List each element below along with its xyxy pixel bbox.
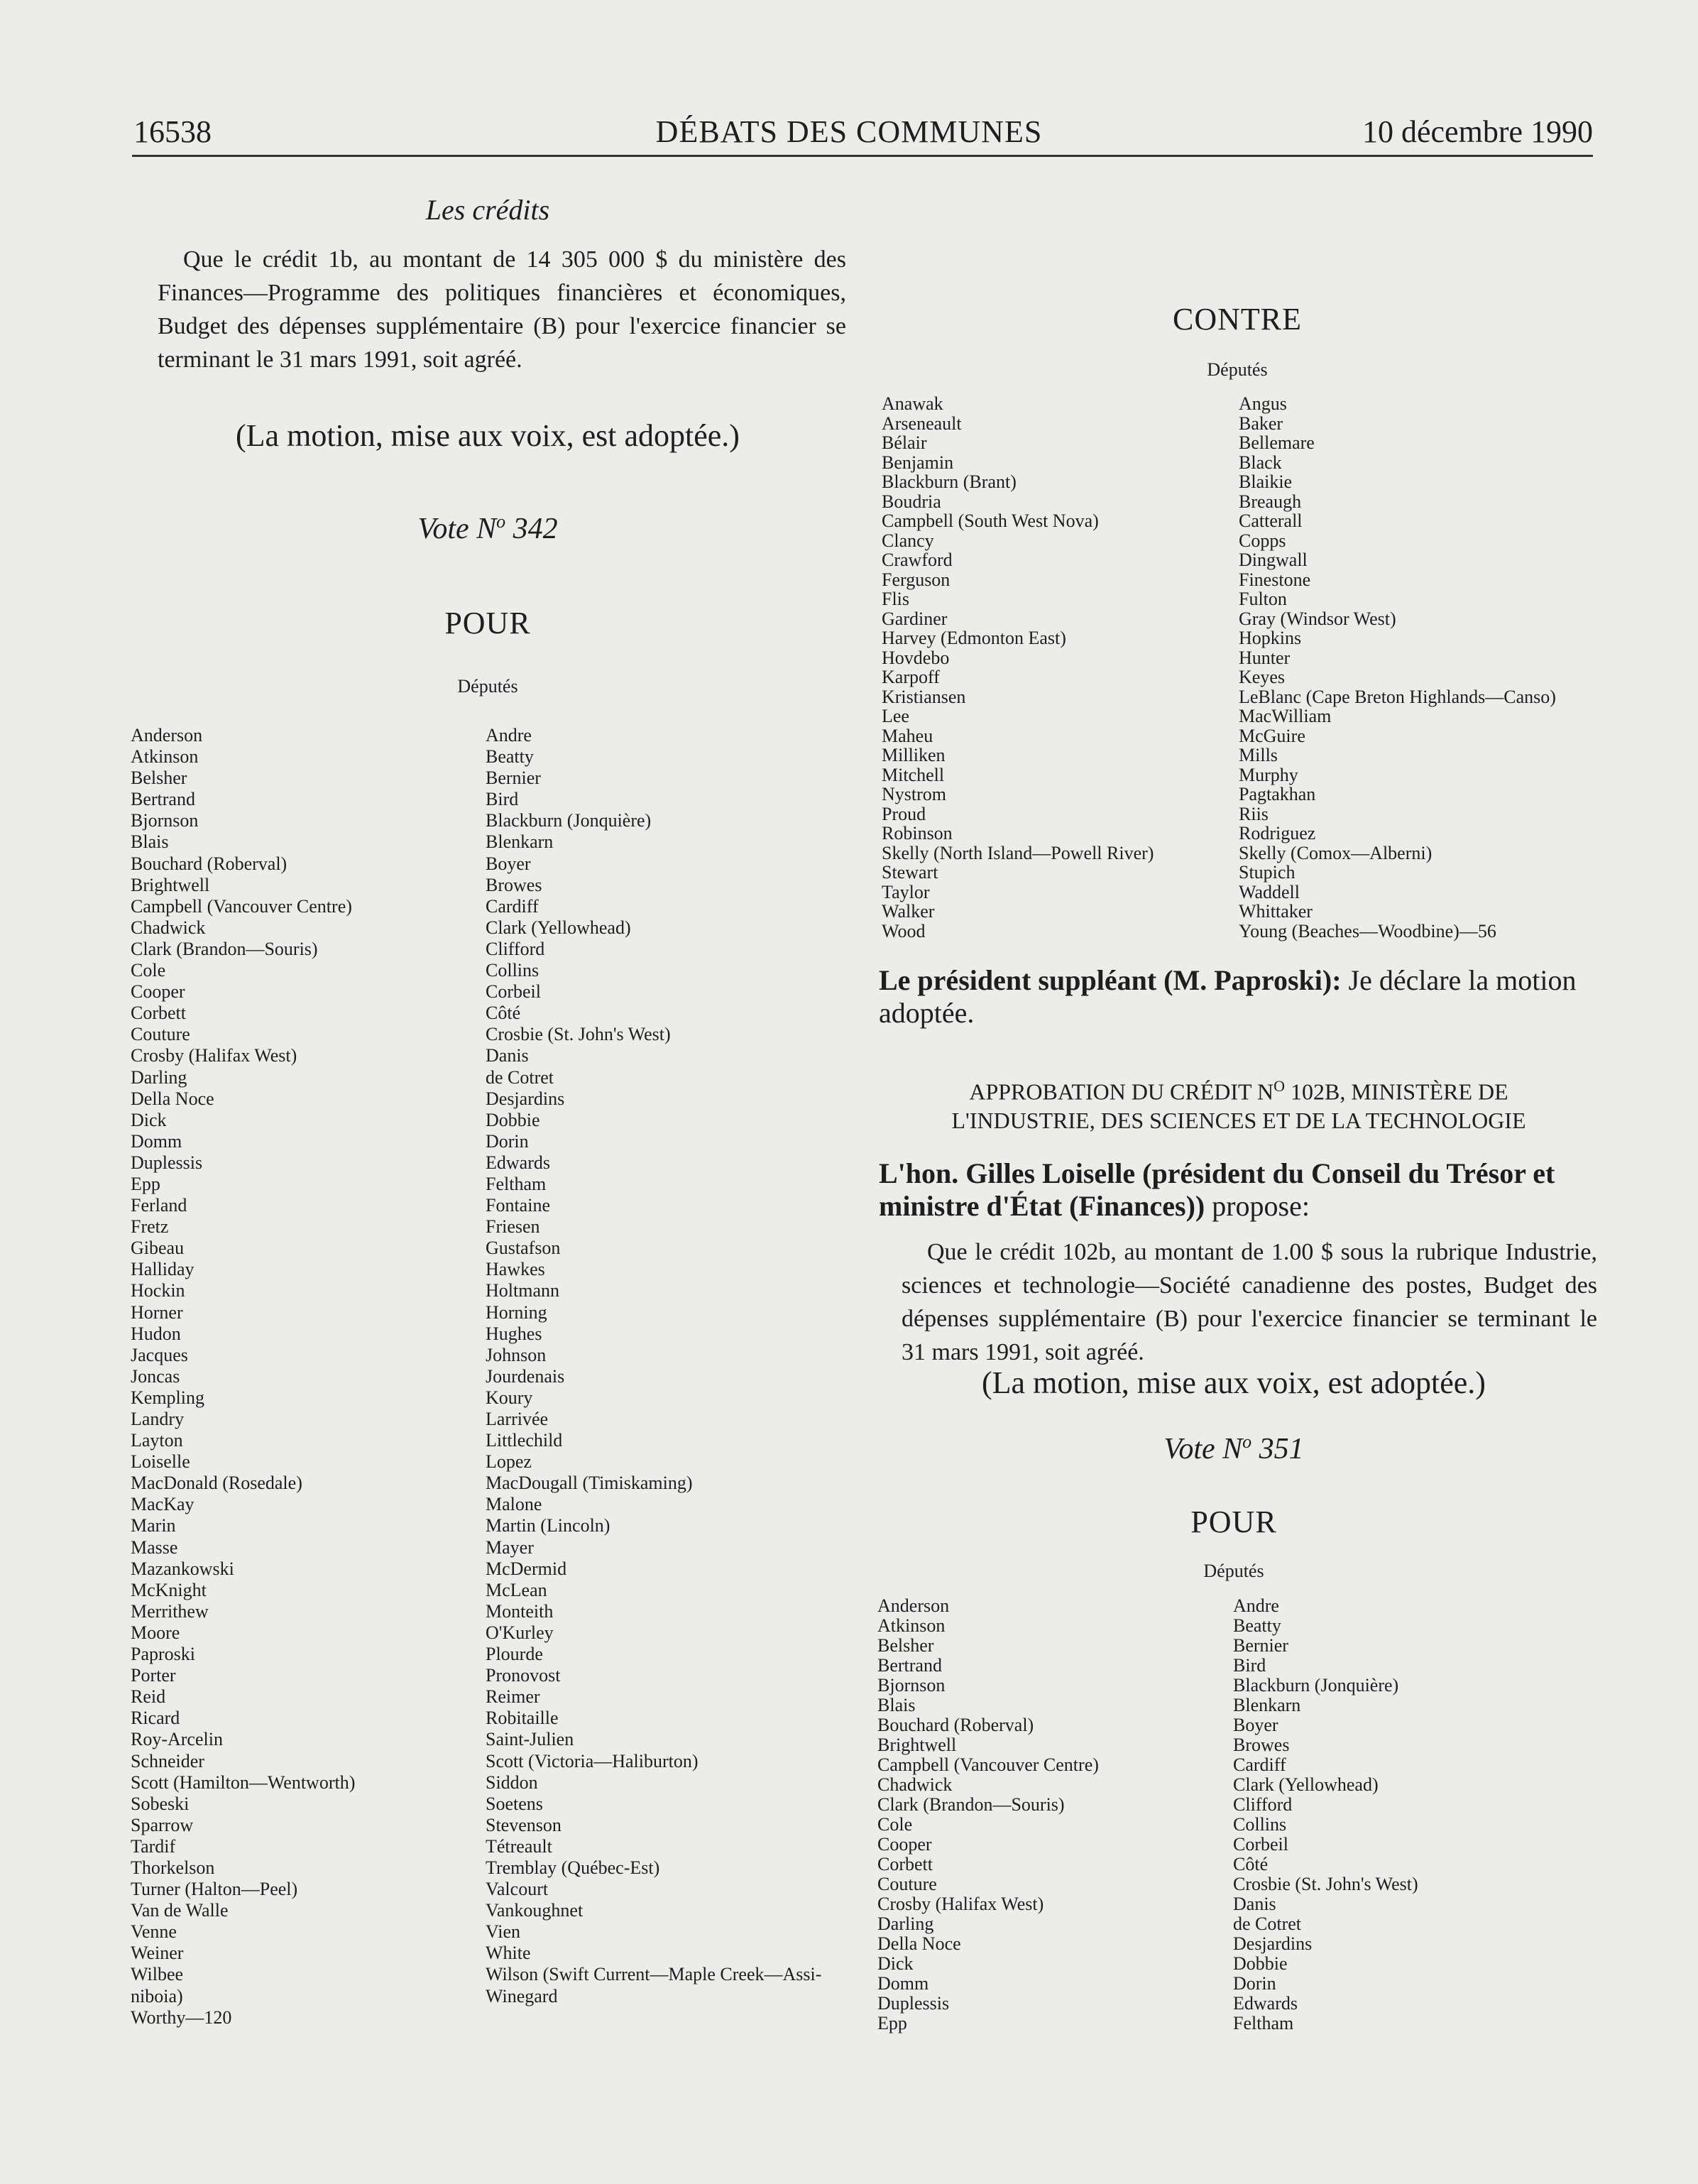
deputy-name: Vien: [486, 1921, 520, 1943]
deputy-name: Fulton: [1239, 589, 1287, 609]
deputy-name: Loiselle: [131, 1451, 190, 1473]
deputy-name: Hudon: [131, 1323, 181, 1344]
deputy-name: Ferland: [131, 1195, 187, 1216]
deputy-name: Edwards: [486, 1152, 550, 1173]
approbation-heading: [879, 1072, 1599, 1135]
deputy-name: White: [486, 1943, 531, 1964]
contre-heading: CONTRE: [1173, 302, 1302, 337]
deputy-name: Atkinson: [131, 746, 199, 768]
section-title: Les crédits: [425, 194, 550, 226]
deputy-name: Larrivée: [486, 1409, 549, 1429]
deputy-name: Collins: [486, 960, 539, 981]
deputy-name: Waddell: [1239, 881, 1300, 902]
deputy-name: Andre: [1233, 1595, 1279, 1616]
deputy-name: Reimer: [486, 1686, 540, 1708]
deputy-name: Andre: [486, 725, 532, 746]
deputes-label-1: Députés: [457, 676, 518, 697]
deputy-name: Sobeski: [131, 1793, 190, 1814]
approbation-line-2: L'INDUSTRIE, DES SCIENCES ET DE LA TECHNOLOGIE: [951, 1107, 1526, 1133]
deputy-name: Masse: [131, 1536, 178, 1558]
deputy-name: Stewart: [882, 862, 938, 883]
deputy-name: Epp: [131, 1173, 160, 1194]
pour-list-1-col1: [131, 725, 355, 2029]
deputy-name: Crawford: [882, 550, 953, 570]
deputy-name: Clark (Brandon—Souris): [877, 1794, 1065, 1815]
deputy-name: Domm: [131, 1130, 182, 1152]
vote-number-1: Vote $N^o$ 342: [417, 511, 558, 545]
deputy-name: Bernier: [1233, 1635, 1288, 1656]
deputy-name: Cole: [131, 960, 166, 981]
deputy-name: Kristiansen: [882, 686, 966, 707]
deputy-name: Whittaker: [1239, 901, 1313, 922]
page-number: 16538: [133, 114, 212, 149]
deputy-name: Belsher: [877, 1635, 934, 1656]
deputy-name: Wilbee: [131, 1964, 184, 1985]
deputy-name: Bélair: [882, 432, 927, 453]
deputy-name: Reid: [131, 1686, 166, 1708]
deputy-name: Blais: [877, 1695, 916, 1715]
deputy-name: Dick: [877, 1953, 914, 1974]
page-title: DÉBATS DES COMMUNES: [655, 114, 1043, 149]
deputy-name: Dobbie: [486, 1109, 540, 1130]
deputy-name: Young (Beaches—Woodbine)—56: [1239, 920, 1496, 941]
deputy-name: Duplessis: [877, 1993, 950, 2014]
deputy-name: Campbell (Vancouver Centre): [877, 1754, 1099, 1775]
deputy-name: Wilson (Swift Current—Maple Creek—Assi-: [486, 1964, 822, 1985]
deputy-name: Soetens: [486, 1793, 543, 1814]
deputy-name: Cooper: [131, 981, 185, 1003]
deputy-name: Halliday: [131, 1259, 195, 1280]
deputy-name: Paproski: [131, 1644, 195, 1665]
header-rule: [132, 155, 1593, 157]
deputy-name: Milliken: [882, 745, 946, 765]
deputy-name: Browes: [1233, 1735, 1290, 1755]
contre-list-col1: [882, 394, 1154, 941]
deputy-name: Sparrow: [131, 1814, 194, 1835]
deputy-name: Domm: [877, 1973, 929, 1994]
deputy-name: Desjardins: [1233, 1933, 1313, 1954]
deputy-name: Mayer: [486, 1536, 534, 1558]
deputy-name: Blais: [131, 831, 169, 853]
president-statement: Le président suppléant (M. Paproski): Je déclare la motion adoptée.: [879, 964, 1577, 1029]
deputy-name: Hopkins: [1239, 628, 1302, 648]
motion-result-2: (La motion, mise aux voix, est adoptée.): [982, 1365, 1486, 1400]
deputy-name: Couture: [131, 1024, 190, 1045]
deputy-name: Worthy—120: [131, 2006, 232, 2028]
pour-list-2-col1: [877, 1596, 1099, 2033]
deputy-name: Rodriguez: [1239, 823, 1316, 843]
deputy-name: Edwards: [1233, 1993, 1298, 2014]
deputy-name: Mazankowski: [131, 1558, 234, 1579]
deputy-name: Dick: [131, 1109, 167, 1130]
deputy-name: Epp: [877, 2013, 907, 2033]
deputy-name: Clark (Yellowhead): [486, 917, 631, 938]
deputy-name: Corbeil: [486, 981, 541, 1003]
deputy-name: Mills: [1239, 745, 1278, 765]
deputy-name: Corbett: [131, 1003, 186, 1024]
deputy-name: Scott (Hamilton—Wentworth): [131, 1771, 356, 1793]
deputy-name: Darling: [131, 1066, 187, 1088]
deputy-name: Lee: [882, 706, 909, 726]
deputy-name: Corbeil: [1233, 1834, 1288, 1855]
deputy-name: Venne: [131, 1921, 177, 1943]
deputy-name: Bellemare: [1239, 432, 1315, 453]
deputy-name: Horning: [486, 1301, 547, 1323]
deputy-name: Weiner: [131, 1943, 184, 1964]
deputy-name: McDermid: [486, 1558, 567, 1579]
deputy-name: Cooper: [877, 1834, 932, 1855]
deputy-name: Corbett: [877, 1854, 933, 1874]
deputy-name: Anderson: [131, 725, 203, 746]
deputy-name: MacDonald (Rosedale): [131, 1473, 302, 1494]
deputy-name: Malone: [486, 1494, 542, 1515]
deputy-name: Roy-Arcelin: [131, 1729, 223, 1750]
deputy-name: Hawkes: [486, 1259, 545, 1280]
deputy-name: Cardiff: [1233, 1754, 1286, 1775]
deputy-name: Kempling: [131, 1387, 204, 1408]
deputy-name: Murphy: [1239, 764, 1298, 785]
deputy-name: McKnight: [131, 1579, 207, 1600]
deputy-name: Gray (Windsor West): [1239, 608, 1396, 629]
deputy-name: Darling: [877, 1913, 934, 1934]
deputy-name: Catterall: [1239, 510, 1303, 531]
deputy-name: Bertrand: [877, 1655, 942, 1676]
deputy-name: Monteith: [486, 1600, 554, 1622]
deputy-name: Clancy: [882, 530, 934, 551]
deputy-name: McLean: [486, 1579, 547, 1600]
deputy-name: Duplessis: [131, 1152, 203, 1173]
deputy-name: Hunter: [1239, 647, 1291, 668]
deputy-name: Finestone: [1239, 569, 1311, 590]
deputy-name: Bird: [1233, 1655, 1266, 1676]
deputy-name: Stevenson: [486, 1814, 562, 1835]
deputy-name: Skelly (North Island—Powell River): [882, 842, 1154, 863]
deputy-name: Brightwell: [131, 874, 210, 895]
deputy-name: Danis: [1233, 1894, 1276, 1914]
deputy-name: Joncas: [131, 1365, 180, 1387]
deputy-name: Winegard: [486, 1985, 558, 2006]
deputy-name: Collins: [1233, 1814, 1287, 1835]
deputy-name: Crosby (Halifax West): [131, 1045, 297, 1066]
deputy-name: Jacques: [131, 1344, 188, 1365]
deputy-name: Beatty: [486, 746, 534, 768]
deputy-name: niboia): [131, 1985, 183, 2006]
deputy-name: Littlechild: [486, 1430, 563, 1451]
deputy-name: Beatty: [1233, 1615, 1281, 1636]
deputy-name: Mitchell: [882, 764, 945, 785]
deputy-name: Cole: [877, 1814, 913, 1835]
deputy-name: Della Noce: [131, 1088, 214, 1109]
deputy-name: Clifford: [486, 938, 545, 959]
deputy-name: Chadwick: [877, 1774, 953, 1795]
deputy-name: MacKay: [131, 1494, 195, 1515]
deputy-name: Schneider: [131, 1750, 204, 1771]
deputy-name: Walker: [882, 901, 935, 922]
deputy-name: Pronovost: [486, 1665, 561, 1686]
deputy-name: Hovdebo: [882, 647, 950, 668]
pour-list-1-col2: [486, 725, 821, 2007]
deputy-name: Della Noce: [877, 1933, 961, 1954]
deputy-name: Siddon: [486, 1771, 538, 1793]
deputy-name: Harvey (Edmonton East): [882, 628, 1066, 648]
deputy-name: Blackburn (Jonquière): [1233, 1675, 1399, 1696]
deputy-name: Crosby (Halifax West): [877, 1894, 1044, 1914]
deputy-name: Crosbie (St. John's West): [486, 1024, 671, 1045]
deputy-name: Karpoff: [882, 667, 940, 687]
deputy-name: Porter: [131, 1665, 176, 1686]
deputy-name: Danis: [486, 1045, 529, 1066]
deputy-name: Bjornson: [131, 810, 199, 831]
vote-number-2: Vote $N^o$ 351: [1163, 1431, 1304, 1465]
deputy-name: Bird: [486, 789, 519, 810]
deputy-name: Benjamin: [882, 452, 954, 473]
deputy-name: de Cotret: [1233, 1913, 1302, 1934]
deputy-name: Côté: [486, 1003, 521, 1024]
deputy-name: Boudria: [882, 491, 941, 512]
deputy-name: Friesen: [486, 1216, 540, 1238]
deputy-name: Côté: [1233, 1854, 1269, 1874]
deputy-name: Ferguson: [882, 569, 951, 590]
motion-result-1: (La motion, mise aux voix, est adoptée.): [236, 418, 740, 453]
deputy-name: Black: [1239, 452, 1282, 473]
deputes-label-contre: Députés: [1207, 359, 1268, 380]
deputy-name: Clifford: [1233, 1794, 1293, 1815]
deputy-name: Baker: [1239, 413, 1283, 434]
deputy-name: LeBlanc (Cape Breton Highlands—Canso): [1239, 686, 1556, 707]
deputy-name: Johnson: [486, 1344, 547, 1365]
deputy-name: Copps: [1239, 530, 1286, 551]
deputy-name: Thorkelson: [131, 1857, 215, 1878]
deputy-name: Belsher: [131, 768, 187, 789]
deputy-name: Blaikie: [1239, 471, 1293, 492]
deputy-name: de Cotret: [486, 1066, 554, 1088]
deputy-name: Dorin: [486, 1130, 529, 1152]
deputy-name: Saint-Julien: [486, 1729, 574, 1750]
deputy-name: Couture: [877, 1874, 937, 1894]
deputy-name: Anderson: [877, 1595, 950, 1616]
deputy-name: Boyer: [486, 853, 531, 874]
deputy-name: Merrithew: [131, 1600, 209, 1622]
deputy-name: Taylor: [882, 881, 930, 902]
deputy-name: Bernier: [486, 768, 541, 789]
deputy-name: Koury: [486, 1387, 533, 1408]
deputy-name: Van de Walle: [131, 1900, 229, 1921]
deputy-name: Brightwell: [877, 1735, 957, 1755]
deputy-name: Dorin: [1233, 1973, 1276, 1994]
deputy-name: Chadwick: [131, 917, 206, 938]
deputy-name: Maheu: [882, 725, 933, 746]
deputy-name: Blenkarn: [1233, 1695, 1301, 1715]
contre-list-col2: [1239, 394, 1556, 941]
deputy-name: Feltham: [1233, 2013, 1294, 2033]
motion-text-1: Que le crédit 1b, au montant de 14 305 000 $ du ministère des Finances—Programme des politiques financières et économiques, Budget des dépenses supplémentaire (B) pour l'exercice financier se terminant le 31 mars 1991, soit agréé.: [158, 246, 846, 373]
approbation-line-1: APPROBATION DU CRÉDIT $N^O$ 102B, MINISTÈRE DE: [969, 1077, 1508, 1105]
deputy-name: Bouchard (Roberval): [877, 1715, 1034, 1735]
speaker-proposal: L'hon. Gilles Loiselle (président du Conseil du Trésor et ministre d'État (Finances)) propose:: [879, 1157, 1555, 1222]
deputy-name: Gardiner: [882, 608, 948, 629]
deputy-name: Pagtakhan: [1239, 784, 1316, 804]
deputes-label-2: Députés: [1203, 1561, 1264, 1581]
deputy-name: Scott (Victoria—Haliburton): [486, 1750, 699, 1771]
deputy-name: Lopez: [486, 1451, 532, 1473]
deputy-name: Fretz: [131, 1216, 169, 1238]
deputy-name: Bouchard (Roberval): [131, 853, 287, 874]
deputy-name: Boyer: [1233, 1715, 1278, 1735]
deputy-name: Moore: [131, 1622, 180, 1643]
deputy-name: Tétreault: [486, 1835, 552, 1857]
deputy-name: Blenkarn: [486, 831, 554, 853]
deputy-name: Arseneault: [882, 413, 962, 434]
deputy-name: Turner (Halton—Peel): [131, 1879, 298, 1900]
deputy-name: Keyes: [1239, 667, 1285, 687]
deputy-name: Clark (Yellowhead): [1233, 1774, 1379, 1795]
deputy-name: Martin (Lincoln): [486, 1515, 610, 1536]
deputy-name: Horner: [131, 1301, 183, 1323]
page-date: 10 décembre 1990: [1362, 114, 1593, 149]
deputy-name: MacWilliam: [1239, 706, 1332, 726]
deputy-name: Valcourt: [486, 1879, 549, 1900]
deputy-name: Stupich: [1239, 862, 1296, 883]
motion-text-2: Que le crédit 102b, au montant de 1.00 $ sous la rubrique Industrie, sciences et technologie—Société canadienne des postes, Budget des dépenses supplémentaire (B) pour l'exercice financier se terminant le 31 mars 1991, soit agréé.: [902, 1239, 1597, 1365]
deputy-name: MacDougall (Timiskaming): [486, 1473, 693, 1494]
deputy-name: Blackburn (Brant): [882, 471, 1017, 492]
deputy-name: Angus: [1239, 393, 1287, 414]
deputy-name: Gibeau: [131, 1238, 185, 1259]
deputy-name: Crosbie (St. John's West): [1233, 1874, 1418, 1894]
deputy-name: Ricard: [131, 1708, 180, 1729]
pour-heading-2: POUR: [1190, 1505, 1277, 1539]
deputy-name: Dobbie: [1233, 1953, 1288, 1974]
deputy-name: Plourde: [486, 1644, 543, 1665]
deputy-name: Tremblay (Québec-Est): [486, 1857, 660, 1878]
deputy-name: Cardiff: [486, 895, 539, 917]
deputy-name: Desjardins: [486, 1088, 565, 1109]
deputy-name: Robinson: [882, 823, 953, 843]
deputy-name: Browes: [486, 874, 542, 895]
deputy-name: Robitaille: [486, 1708, 559, 1729]
deputy-name: Holtmann: [486, 1280, 559, 1301]
deputy-name: Atkinson: [877, 1615, 946, 1636]
deputy-name: Vankoughnet: [486, 1900, 584, 1921]
deputy-name: Flis: [882, 589, 910, 609]
deputy-name: Feltham: [486, 1173, 547, 1194]
deputy-name: Fontaine: [486, 1195, 550, 1216]
deputy-name: Anawak: [882, 393, 943, 414]
deputy-name: Bertrand: [131, 789, 195, 810]
deputy-name: O'Kurley: [486, 1622, 554, 1643]
deputy-name: Layton: [131, 1430, 183, 1451]
deputy-name: Breaugh: [1239, 491, 1302, 512]
deputy-name: Riis: [1239, 803, 1269, 824]
deputy-name: Skelly (Comox—Alberni): [1239, 842, 1433, 863]
deputy-name: Tardif: [131, 1835, 176, 1857]
deputy-name: Hockin: [131, 1280, 185, 1301]
deputy-name: Campbell (Vancouver Centre): [131, 895, 352, 917]
deputy-name: Landry: [131, 1409, 185, 1429]
deputy-name: Nystrom: [882, 784, 946, 804]
deputy-name: Blackburn (Jonquière): [486, 810, 652, 831]
deputy-name: Gustafson: [486, 1238, 561, 1259]
deputy-name: Hughes: [486, 1323, 542, 1344]
pour-list-2-col2: [1233, 1596, 1418, 2033]
deputy-name: Bjornson: [877, 1675, 946, 1696]
deputy-name: McGuire: [1239, 725, 1305, 746]
deputy-name: Wood: [882, 920, 926, 941]
deputy-name: Proud: [882, 803, 926, 824]
deputy-name: Campbell (South West Nova): [882, 510, 1099, 531]
deputy-name: Dingwall: [1239, 550, 1308, 570]
pour-heading-1: POUR: [444, 606, 531, 640]
deputy-name: Marin: [131, 1515, 176, 1536]
deputy-name: Jourdenais: [486, 1365, 565, 1387]
deputy-name: Clark (Brandon—Souris): [131, 938, 318, 959]
